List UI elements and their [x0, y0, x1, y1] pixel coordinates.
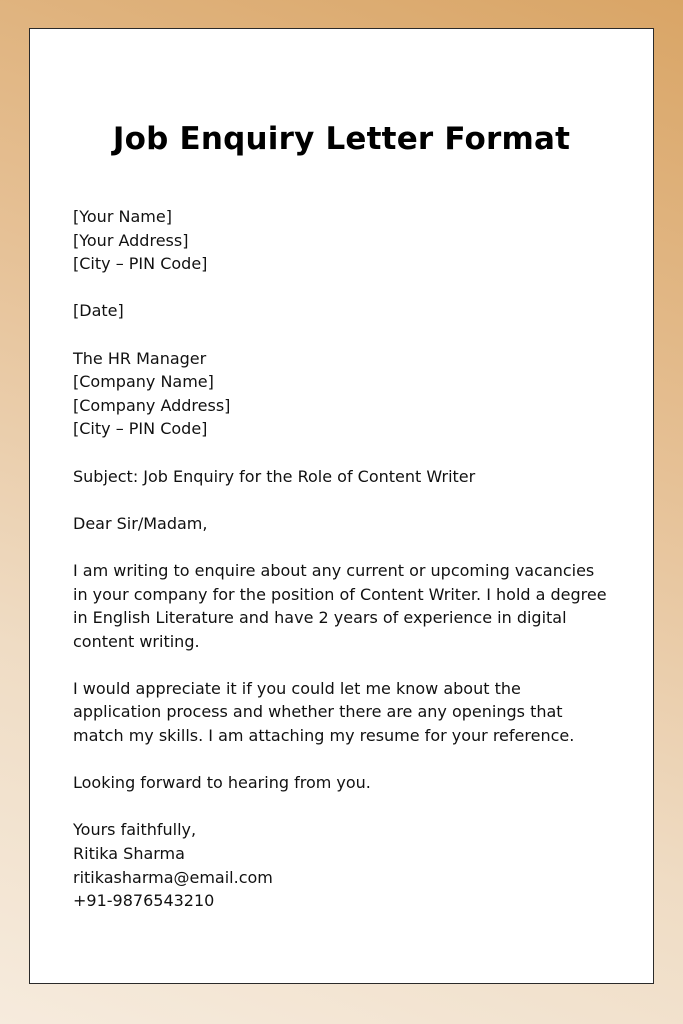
sender-block — [73, 205, 633, 276]
letter-subject: Subject: Job Enquiry for the Role of Content Writer — [73, 466, 476, 486]
sender-name: [Your Name] — [73, 207, 172, 226]
letter-date: [Date] — [73, 301, 124, 321]
sender-city-pin: [City – PIN Code] — [73, 254, 208, 274]
paragraph-line: match my skills. I am attaching my resume for your reference. — [73, 726, 575, 746]
recipient-block — [73, 347, 633, 441]
paragraph-line: content writing. — [73, 631, 200, 651]
recipient-city-pin: [City – PIN Code] — [73, 419, 208, 439]
sender-address: [Your Address] — [73, 230, 189, 250]
recipient-company-address: [Company Address] — [73, 395, 231, 415]
paragraph-line: I am writing to enquire about any current or upcoming vacancies — [73, 560, 595, 580]
paragraph-1 — [73, 559, 633, 653]
letter-body — [73, 205, 633, 913]
closing-line: Looking forward to hearing from you. — [73, 773, 371, 793]
paragraph-line: application process and whether there are any openings that — [73, 702, 563, 722]
signoff-block — [73, 818, 633, 912]
letter-card — [29, 28, 654, 984]
signoff-phone: +91-9876543210 — [73, 891, 215, 911]
recipient-company-name: [Company Name] — [73, 372, 214, 392]
signoff-name: Ritika Sharma — [73, 844, 185, 864]
paragraph-line: in your company for the position of Content Writer. I hold a degree — [73, 584, 607, 604]
paragraph-line: in English Literature and have 2 years of experience in digital — [73, 608, 567, 628]
recipient-role: The HR Manager — [73, 348, 207, 368]
letter-salutation: Dear Sir/Madam, — [73, 513, 208, 533]
paragraph-line: I would appreciate it if you could let me know about the — [73, 678, 521, 698]
paragraph-2 — [73, 677, 633, 748]
signoff-email: ritikasharma@email.com — [73, 867, 273, 887]
signoff-closing: Yours faithfully, — [73, 820, 197, 840]
page-title: Job Enquiry Letter Format — [112, 121, 571, 157]
